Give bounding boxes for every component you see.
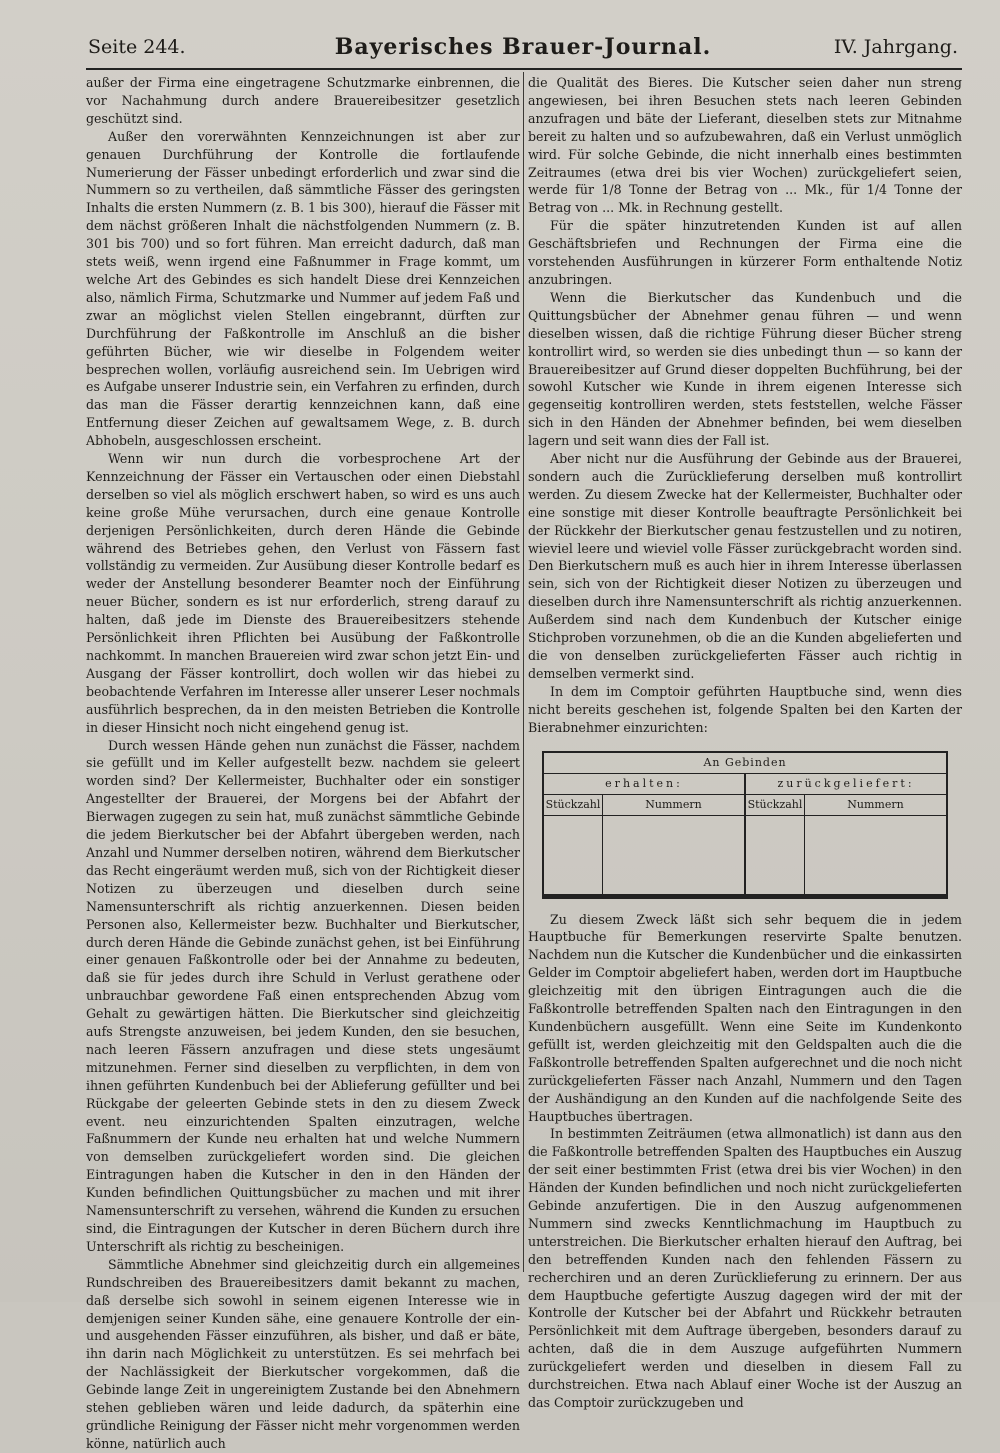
col-count-received: Stückzahl [544,795,603,815]
header-rule [86,68,962,70]
cell-numbers-returned [805,816,946,894]
paragraph: Sämmtliche Abnehmer sind gleichzeitig durch ein allgemeines Rundschreiben des Brauereibesitzers damit bekannt zu machen, daß derselbe sich sowohl in seinem eigenen Interesse wie in demjenigen seiner Kunden sähe, eine genauere Kontrolle der ein- und ausgehenden Fässer einzuführen, als bisher, und daß er bäte, ihn darin nach Möglichkeit zu unterstützen. Es sei mehrfach bei der Nachlässigkeit der Bierkutscher vorgekommen, daß die Gebinde lange Zeit in ungereinigtem Zustande bei den Abnehmern stehen geblieben wären und leide dadurch, da späterhin eine gründliche Reinigung der Fässer nicht mehr vorgenommen werden könne, natürlich auch [86,1256,520,1451]
paragraph: die Qualität des Bieres. Die Kutscher seien daher nun streng angewiesen, bei ihren Besuchen stets nach leeren Gebinden anzufragen und bäte der Lieferant, dieselben stets zur Mitnahme bereit zu halten und so aufzubewahren, daß ein Verlust unmöglich wird. Für solche Gebinde, die nicht innerhalb eines bestimmten Zeitraumes (etwa drei bis vier Wochen) zurückgeliefert seien, werde für 1/8 Tonne der Betrag von ... Mk., für 1/4 Tonne der Betrag von ... Mk. in Rechnung gestellt. [528,75,962,216]
group-received: erhalten: [544,774,746,794]
table-title: An Gebinden [544,753,946,774]
page-number: Seite 244. [88,36,186,58]
table-group-header [544,774,946,795]
paragraph: In dem im Comptoir geführten Hauptbuche sind, wenn dies nicht bereits geschehen ist, folgende Spalten bei den Karten der Bierabnehmer einzurichten: [528,683,962,735]
paragraph: Außer den vorerwähnten Kennzeichnungen ist aber zur genauen Durchführung der Kontrolle die fortlaufende Numerierung der Fässer unbedingt erforderlich und zwar sind die Nummern so zu vertheilen, daß sämmtliche Fässer des geringsten Inhalts die ersten Nummern (z. B. 1 bis 300), hierauf die Fässer mit dem nächst größeren Inhalt die nächstfolgenden Nummern (z. B. 301 bis 700) und so fort führen. Man erreicht dadurch, daß man stets weiß, wenn irgend eine Faßnummer in Frage kommt, um welche Art des Gebindes es sich handelt Diese drei Kennzeichen also, nämlich Firma, Schutzmarke und Nummer auf jedem Faß und zwar an möglichst vielen Stellen eingebrannt, dürften zur Durchführung der Faßkontrolle im Anschluß an die bisher geführten Bücher, wie wir dieselbe in Folgendem weiter besprechen wollen, vorläufig ausreichend sein. Im Uebrigen wird es Aufgabe unserer Industrie sein, ein Verfahren zu erfinden, durch das man die Fässer derartig kennzeichnen kann, daß eine Entfernung dieser Zeichen auf gewaltsamem Wege, z. B. durch Abhobeln, ausgeschlossen erscheint. [86,128,520,449]
cell-count-returned [746,816,805,894]
column-divider [523,72,524,1272]
table-body [544,816,946,894]
col-numbers-received: Nummern [603,795,746,815]
paragraph: Wenn die Bierkutscher das Kundenbuch und die Quittungsbücher der Abnehmer genau führen — und wenn dieselben wissen, daß die richtige Führung dieser Bücher streng kontrollirt wird, so werden sie dies unbedingt thun — so kann der Brauereibesitzer auf Grund dieser doppelten Buchführung, bei der sowohl Kutscher wie Kunde in ihrem eigenen Interesse sich gegenseitig kontrolliren werden, stets feststellen, welche Fässer sich in den Händen der Abnehmer befinden, bei wem dieselben lagern und seit wann dies der Fall ist. [528,289,962,449]
volume-label: IV. Jahrgang. [833,36,958,58]
col-count-returned: Stückzahl [746,795,805,815]
ledger-table [542,751,948,899]
paragraph: In bestimmten Zeiträumen (etwa allmonatlich) ist dann aus den die Faßkontrolle betreffenden Spalten des Hauptbuches ein Auszug der seit einer bestimmten Frist (etwa drei bis vier Wochen) in den Händen der Kunden befindlichen und noch nicht zurückgelieferten Gebinde anzufertigen. Die in den Auszug aufgenommenen Nummern sind zwecks Kenntlichmachung im Hauptbuch zu unterstreichen. Die Bierkutscher erhalten hierauf den Auftrag, bei den betreffenden Kunden nach den fehlenden Fässern zu recherchiren und an deren Zurücklieferung zu erinnern. Der aus dem Hauptbuche gefertigte Auszug dagegen wird der mit der Kontrolle der Kutscher bei der Abfahrt und Rückkehr betrauten Persönlichkeit mit dem Auftrage übergeben, besonders darauf zu achten, daß die in dem Auszuge aufgeführten Nummern zurückgeliefert werden und dieselben in diesem Fall zu durchstreichen. Etwa nach Ablauf einer Woche ist der Auszug an das Comptoir zurückzugeben und [528,1126,962,1410]
paragraph: Für die später hinzutretenden Kunden ist auf allen Geschäftsbriefen und Rechnungen der Firma eine die vorstehenden Ausführungen in kürzerer Form enthaltende Notiz anzubringen. [528,218,962,287]
cell-count-received [544,816,603,894]
left-column [86,74,520,1453]
right-column [528,74,962,1412]
group-returned: zurückgeliefert: [777,776,915,790]
cell-numbers-received [603,816,746,894]
page-header [88,32,958,66]
paragraph: Zu diesem Zweck läßt sich sehr bequem die in jedem Hauptbuche für Bemerkungen reservirte Spalte benutzen. Nachdem nun die Kutscher die Kundenbücher und die einkassirten Gelder im Comptoir abgeliefert haben, werden dort im Hauptbuche gleichzeitig mit den übrigen Eintragungen auch die die Faßkontrolle betreffenden Spalten nach den Eintragungen in den Kundenbüchern ausgefüllt. Wenn eine Seite im Kundenkonto gefüllt ist, werden gleichzeitig mit den Geldspalten auch die die Faßkontrolle betreffenden Spalten aufgerechnet und die noch nicht zurückgelieferten Fässer nach Anzahl, Nummern und den Tagen der Aushändigung an den Kunden auf die nachfolgende Seite des Hauptbuches übertragen. [528,911,962,1124]
paragraph: außer der Firma eine eingetragene Schutzmarke einbrennen, die vor Nachahmung durch andere Brauereibesitzer gesetzlich geschützt sind. [86,75,520,126]
paragraph: Wenn wir nun durch die vorbesprochene Art der Kennzeichnung der Fässer ein Vertauschen oder einen Diebstahl derselben so viel als möglich erschwert haben, so wird es uns auch keine große Mühe verursachen, durch eine genaue Kontrolle derjenigen Persönlichkeiten, durch deren Hände die Gebinde während des Betriebes gehen, den Verlust von Fässern fast vollständig zu vermeiden. Zur Ausübung dieser Kontrolle bedarf es weder der Anstellung besonderer Beamter noch der Einführung neuer Bücher, sondern es ist nur erforderlich, streng darauf zu halten, daß jede im Dienste des Brauereibesitzers stehende Persönlichkeit ihren Pflichten bei Ausübung der Faßkontrolle nachkommt. In manchen Brauereien wird zwar schon jetzt Ein- und Ausgang der Fässer kontrollirt, doch wollen wir das hiebei zu beobachtende Verfahren im Interesse aller unserer Leser nochmals ausführlich besprechen, da in den meisten Betrieben die Kontrolle in dieser Hinsicht noch nicht eingehend genug ist. [86,451,520,735]
table-column-header [544,795,946,816]
paragraph: Durch wessen Hände gehen nun zunächst die Fässer, nachdem sie gefüllt und im Keller aufgestellt bezw. nachdem sie geleert worden sind? Der Kellermeister, Buchhalter oder ein sonstiger Angestellter der Brauerei, der Morgens bei der Abfahrt der Bierwagen zugegen zu sein hat, muß zunächst sämmtliche Gebinde die jedem Bierkutscher bei der Abfahrt übergeben werden, nach Anzahl und Nummer derselben notiren, während dem Bierkutscher das Recht eingeräumt werden muß, sich von der Richtigkeit dieser Notizen zu überzeugen und dieselben durch seine Namensunterschrift als richtig anzuerkennen. Diesen beiden Personen also, Kellermeister bezw. Buchhalter und Bierkutscher, durch deren Hände die Gebinde zunächst gehen, ist bei Einführung einer genauen Faßkontrolle oder bei der Annahme zu bedeuten, daß sie für jedes durch ihre Schuld in Verlust gerathene oder unbrauchbar gewordene Faß einen entsprechenden Abzug vom Gehalt zu gewärtigen hätten. Die Bierkutscher sind gleichzeitig aufs Strengste anzuweisen, bei jedem Kunden, den sie besuchen, nach leeren Fässern anzufragen und diese stets ungesäumt mitzunehmen. Ferner sind dieselben zu verpflichten, in dem von ihnen geführten Kundenbuch bei der Ablieferung gefüllter und bei Rückgabe der geleerten Gebinde stets in den zu diesem Zweck event. neu einzurichtenden Spalten einzutragen, welche Faßnummern der Kunde neu erhalten hat und welche Nummern von demselben zurückgeliefert worden sind. Die gleichen Eintragungen haben die Kutscher in den in den Händen der Kunden befindlichen Quittungsbücher zu machen und mit ihrer Namensunterschrift zu versehen, während die Kunden zu ersuchen sind, die Eintragungen der Kutscher in deren Büchern durch ihre Unterschrift als richtig zu bescheinigen. [86,737,520,1254]
journal-title: Bayerisches Brauer-Journal. [334,34,712,60]
col-numbers-returned: Nummern [847,797,904,811]
paragraph: Aber nicht nur die Ausführung der Gebinde aus der Brauerei, sondern auch die Zurücklieferung derselben muß kontrollirt werden. Zu diesem Zwecke hat der Kellermeister, Buchhalter oder eine sonstige mit dieser Kontrolle beauftragte Persönlichkeit bei der Rückkehr der Bierkutscher genau festzustellen und zu notiren, wieviel leere und wieviel volle Fässer zurückgebracht worden sind. Den Bierkutschern muß es auch hier in ihrem Interesse überlassen sein, sich von der Richtigkeit dieser Notizen zu überzeugen und dieselben durch ihre Namensunterschrift als richtig anzuerkennen. Außerdem sind nach dem Kundenbuch der Kutscher einige Stichproben vorzunehmen, ob die an die Kunden abgelieferten und die von denselben zurückgelieferten Fässer auch richtig in demselben vermerkt sind. [528,451,962,681]
